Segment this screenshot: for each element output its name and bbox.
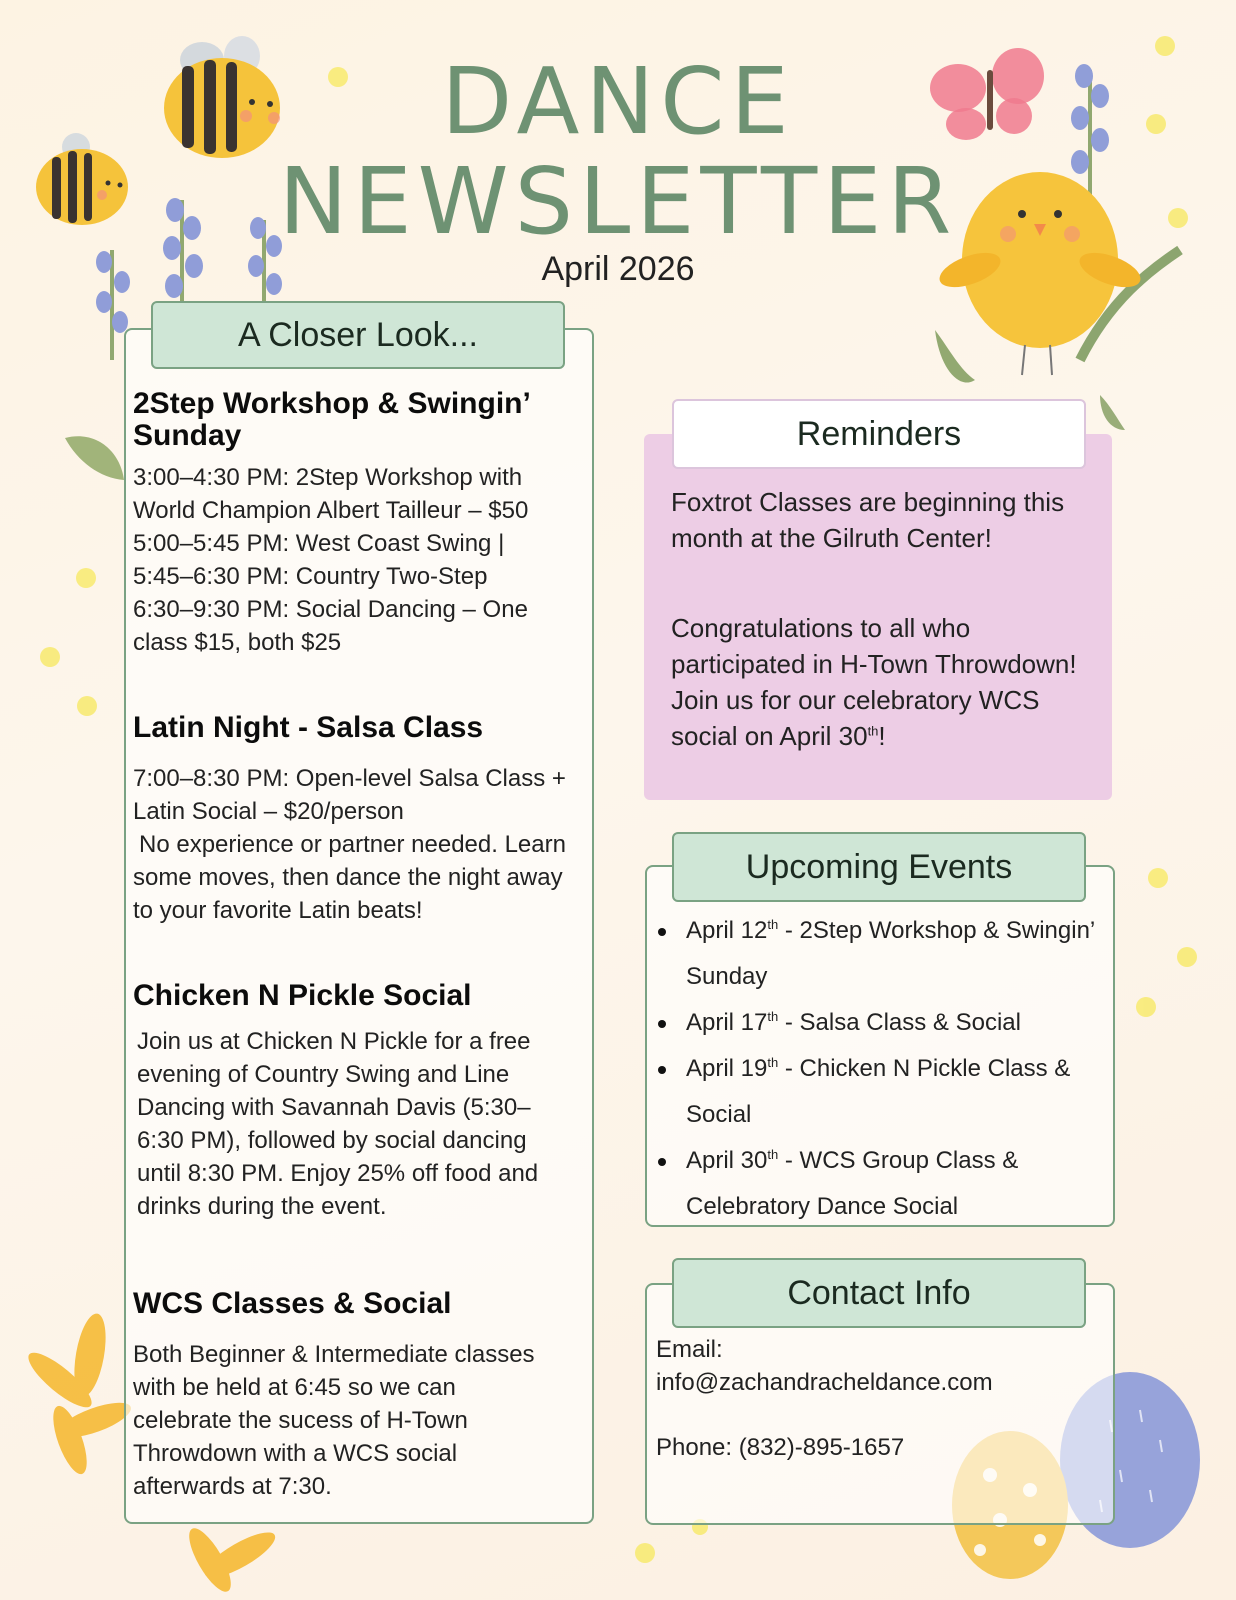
- event-item: [652, 1046, 1112, 1138]
- section-2step-body: [133, 461, 573, 659]
- section-2step-line: 6:30–9:30 PM: Social Dancing – One class $15, both $25: [133, 596, 528, 656]
- section-heading-latin: Latin Night - Salsa Class: [133, 711, 484, 744]
- section-2step-line: 3:00–4:30 PM: 2Step Workshop with World Champion Albert Tailleur – $50: [133, 464, 529, 524]
- section-heading-wcs: WCS Classes & Social: [133, 1287, 452, 1320]
- event-date: April 12: [686, 917, 768, 944]
- upcoming-events-tab: Upcoming Events: [672, 832, 1086, 902]
- reminder-congratulations: [671, 610, 1101, 754]
- ordinal-suffix: th: [767, 1009, 779, 1024]
- event-date: April 17: [686, 1009, 768, 1036]
- section-heading-chicken: Chicken N Pickle Social: [133, 979, 472, 1012]
- contact-info-tab: Contact Info: [672, 1258, 1086, 1328]
- newsletter-date: April 2026: [541, 250, 695, 288]
- reminder-punctuation: !: [878, 721, 886, 751]
- ordinal-suffix: th: [767, 1147, 779, 1162]
- newsletter-title-line1: DANCE: [441, 48, 795, 155]
- contact-email-label: Email:: [656, 1336, 723, 1363]
- ordinal-suffix: th: [767, 1055, 779, 1070]
- event-item: [652, 908, 1112, 1000]
- ordinal-suffix: th: [867, 723, 879, 739]
- newsletter-title-line2: NEWSLETTER: [278, 148, 958, 255]
- event-item: [652, 1138, 1112, 1230]
- section-latin-body: [133, 762, 583, 927]
- event-title: - WCS Group Class & Celebratory Dance Social: [686, 1147, 1019, 1220]
- reminder-foxtrot: Foxtrot Classes are beginning this month at the Gilruth Center!: [671, 487, 1065, 553]
- reminder-congratulations-text: Congratulations to all who participated in H-Town Throwdown! Join us for our celebratory WCS social on April 30: [671, 613, 1077, 751]
- section-heading-2step: 2Step Workshop & Swingin’ Sunday: [133, 387, 530, 452]
- section-2step-line: 5:45–6:30 PM: Country Two-Step: [133, 563, 488, 590]
- reminders-tab: Reminders: [672, 399, 1086, 469]
- event-date: April 19: [686, 1055, 768, 1082]
- contact-phone: Phone: (832)-895-1657: [656, 1434, 905, 1461]
- section-chicken-line: Join us at Chicken N Pickle for a free evening of Country Swing and Line Dancing with Savannah Davis (5:30–6:30 PM), followed by social dancing until 8:30 PM. Enjoy 25% off food and drinks during the event.: [137, 1028, 539, 1220]
- leaf-illustration: [65, 436, 124, 480]
- section-latin-line: No experience or partner needed. Learn some moves, then dance the night away to your favorite Latin beats!: [133, 831, 566, 924]
- section-wcs-body: [133, 1338, 553, 1503]
- contact-email-link[interactable]: info@zachandracheldance.com: [656, 1369, 993, 1396]
- ordinal-suffix: th: [767, 917, 779, 932]
- event-title: - 2Step Workshop & Swingin’ Sunday: [686, 917, 1095, 990]
- section-latin-line: 7:00–8:30 PM: Open-level Salsa Class + Latin Social – $20/person: [133, 765, 566, 825]
- closer-look-tab: A Closer Look...: [151, 301, 565, 369]
- section-2step-line: 5:00–5:45 PM: West Coast Swing |: [133, 530, 505, 557]
- event-title: - Salsa Class & Social: [778, 1009, 1021, 1036]
- upcoming-events-list: [652, 908, 1112, 1230]
- section-wcs-line: Both Beginner & Intermediate classes with be held at 6:45 so we can celebrate the sucess of H-Town Throwdown with a WCS social afterwards at 7:30.: [133, 1341, 535, 1500]
- section-chicken-body: [137, 1025, 557, 1223]
- event-date: April 30: [686, 1147, 768, 1174]
- event-title: - Chicken N Pickle Class & Social: [686, 1055, 1071, 1128]
- event-item: [652, 1000, 1112, 1046]
